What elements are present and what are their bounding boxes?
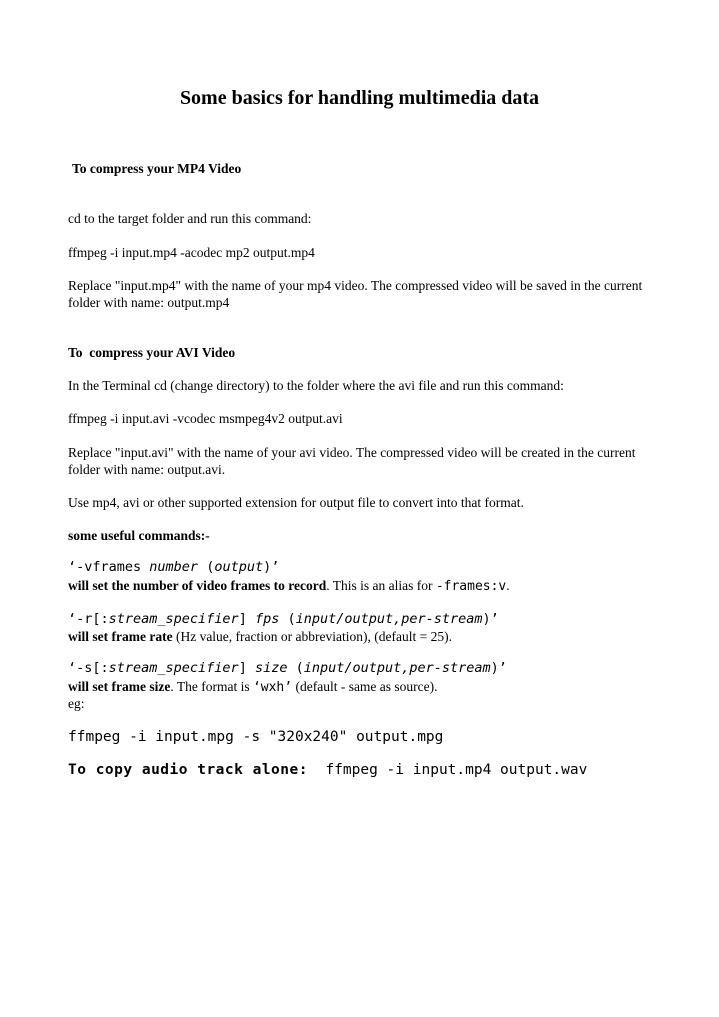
audio-copy-label: To copy audio track alone: <box>68 762 308 778</box>
mp4-note: Replace "input.mp4" with the name of your mp4 video. The compressed video will be saved in the current folder with name: output.mp4 <box>68 278 643 310</box>
vframes-syntax: ‘-vframes number (output)’ <box>68 559 280 575</box>
extension-note: Use mp4, avi or other supported extension for output file to convert into that format. <box>68 495 524 510</box>
avi-heading: To compress your AVI Video <box>68 345 236 360</box>
vframes-description: will set the number of video frames to record. This is an alias for -frames:v. <box>68 578 510 594</box>
page-title: Some basics for handling multimedia data <box>179 87 540 109</box>
mp4-command: ffmpeg -i input.mp4 -acodec mp2 output.mp4 <box>68 245 315 260</box>
rate-syntax: ‘-r[:stream_specifier] fps (input/output,per-stream)’ <box>68 611 499 627</box>
avi-note: Replace "input.avi" with the name of your avi video. The compressed video will be created in the current folder with name: output.avi. <box>68 445 636 477</box>
avi-command: ffmpeg -i input.avi -vcodec msmpeg4v2 output.avi <box>68 411 343 426</box>
mp4-heading: To compress your MP4 Video <box>72 161 242 176</box>
size-syntax: ‘-s[:stream_specifier] size (input/output,per-stream)’ <box>68 660 507 676</box>
size-example-command: ffmpeg -i input.mpg -s "320x240" output.mpg <box>68 729 444 745</box>
rate-description: will set frame rate (Hz value, fraction or abbreviation), (default = 25). <box>68 629 452 644</box>
audio-copy-command: ffmpeg -i input.mp4 output.wav <box>325 762 588 778</box>
size-description: will set frame size. The format is ‘wxh’ (default - same as source). <box>68 679 438 695</box>
mp4-intro: cd to the target folder and run this command: <box>68 211 312 226</box>
size-eg-label: eg: <box>68 696 85 711</box>
audio-copy-line <box>68 761 587 779</box>
useful-commands-heading: some useful commands:- <box>68 528 210 543</box>
avi-intro: In the Terminal cd (change directory) to the folder where the avi file and run this command: <box>68 378 564 393</box>
